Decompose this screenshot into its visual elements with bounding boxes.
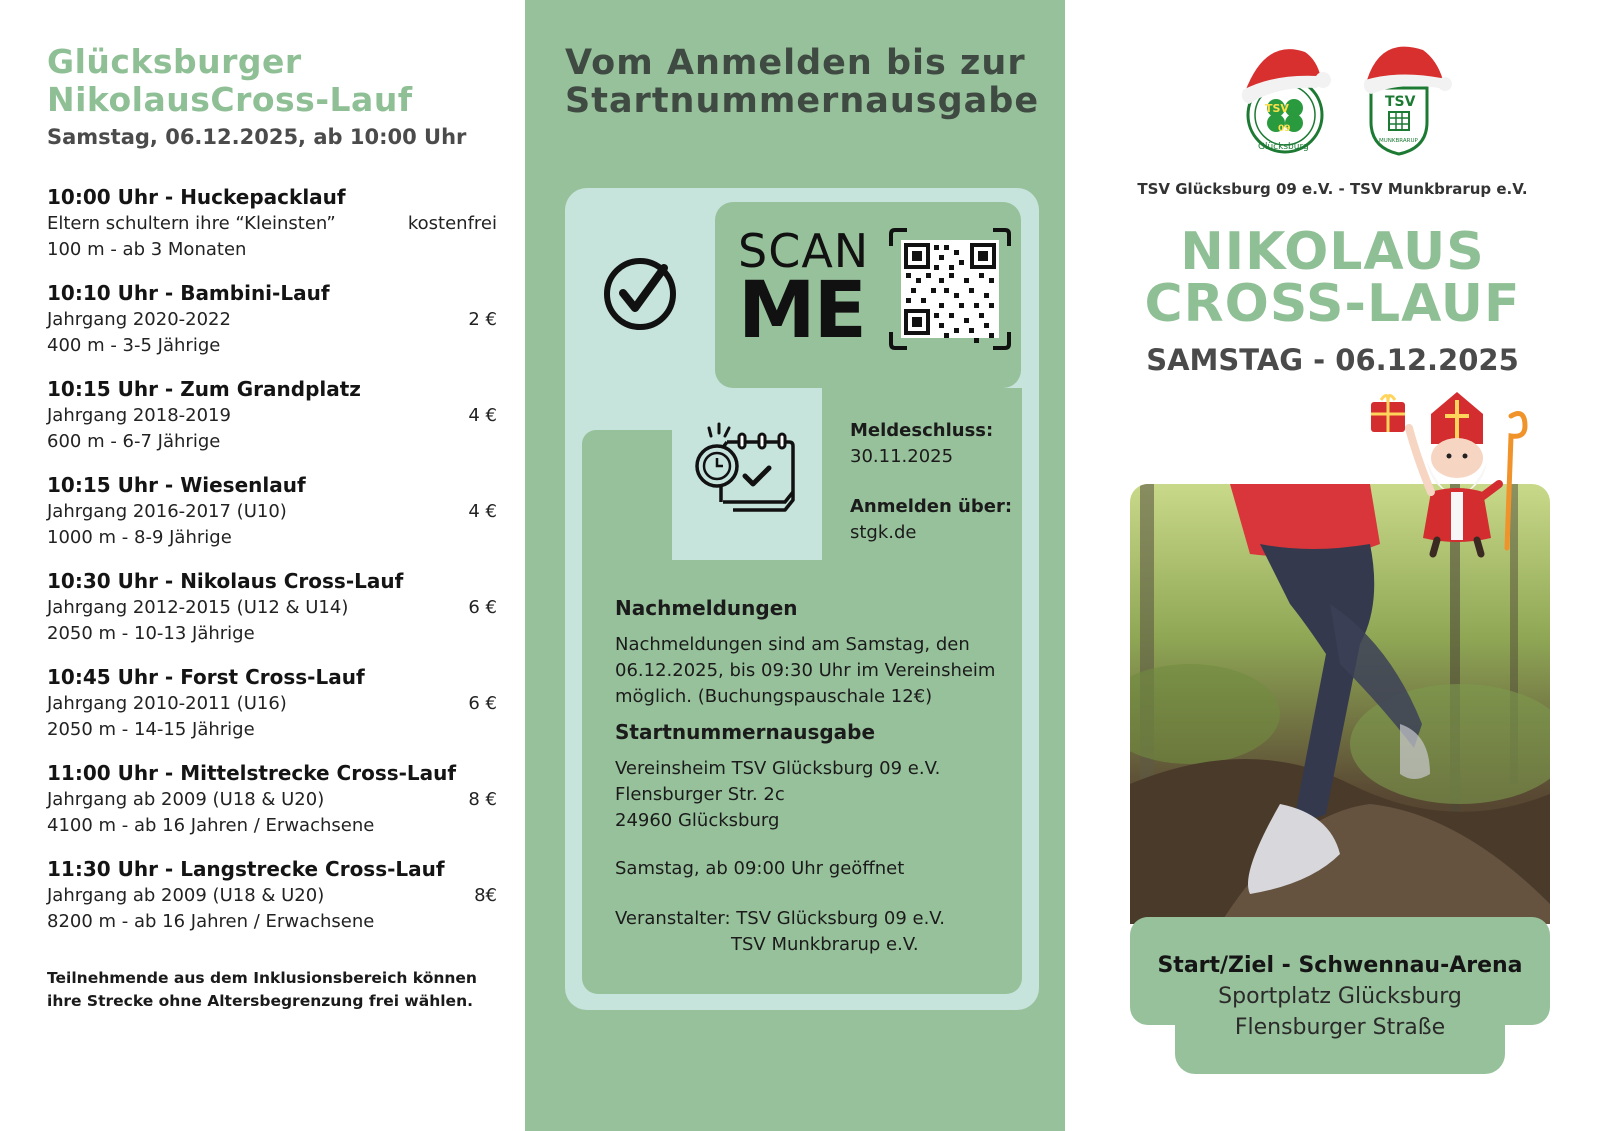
registration-title [565,44,1039,120]
late-line: Nachmeldungen sind am Samstag, den [615,634,970,655]
race-distance: 2050 m - 10-13 Jährige [47,623,255,644]
race-item [47,567,497,663]
inclusion-note [47,967,497,1013]
deadline-info [850,418,1012,546]
race-item [47,279,497,375]
race-detail: Jahrgang ab 2009 (U18 & U20) [47,789,325,810]
race-price: 8 € [468,789,497,810]
race-title: 11:30 Uhr - Langstrecke Cross-Lauf [47,857,445,881]
race-title: 10:45 Uhr - Forst Cross-Lauf [47,665,365,689]
address-line: 24960 Glücksburg [615,810,780,831]
bib-pickup-address [615,756,1005,834]
tsv-gluecksburg-logo [1242,49,1331,152]
race-distance: 1000 m - 8-9 Jährige [47,527,232,548]
race-distance: 4100 m - ab 16 Jahren / Erwachsene [47,815,375,836]
logo2-name: MUNKBRARUP [1379,138,1418,144]
race-distance: 400 m - 3-5 Jährige [47,335,221,356]
organizer-line-2: TSV Munkbrarup e.V. [731,934,919,955]
race-price: 2 € [468,309,497,330]
schedule-panel [0,0,525,1131]
logo1-number: 09 [1278,124,1291,134]
logo2-initials: TSV [1385,94,1416,110]
note-line-2: ihre Strecke ohne Altersbegrenzung frei wählen. [47,992,473,1010]
note-line-1: Teilnehmende aus dem Inklusionsbereich können [47,969,477,987]
race-price: kostenfrei [407,213,497,234]
deadline-label: Meldeschluss: [850,420,994,441]
race-detail: Jahrgang ab 2009 (U18 & U20) [47,885,325,906]
title-line-1: NIKOLAUS [1180,222,1485,282]
brand-line-1: Glücksburger [47,42,302,81]
register-link[interactable]: stgk.de [850,522,917,543]
logo1-name: Glücksburg [1258,142,1309,152]
race-title: 11:00 Uhr - Mittelstrecke Cross-Lauf [47,761,457,785]
race-distance: 8200 m - ab 16 Jahren / Erwachsene [47,911,375,932]
race-price: 6 € [468,693,497,714]
race-item [47,759,497,855]
scan-text: SCAN [738,224,870,278]
registration-panel [525,0,1065,1131]
race-detail: Jahrgang 2016-2017 (U10) [47,501,287,522]
location-info [1130,950,1550,1043]
race-title: 10:15 Uhr - Wiesenlauf [47,473,306,497]
late-registration-text [615,632,1005,710]
race-title: 10:10 Uhr - Bambini-Lauf [47,281,330,305]
late-registration-heading: Nachmeldungen [615,596,798,620]
card-fill [582,430,672,580]
location-line: Sportplatz Glücksburg [1218,984,1462,1009]
race-detail: Jahrgang 2018-2019 [47,405,231,426]
event-title [1065,222,1600,334]
race-distance: 600 m - 6-7 Jährige [47,431,221,452]
title-line-2: Startnummernausgabe [565,81,1040,121]
event-brand [47,43,413,119]
brand-line-2: NikolausCross-Lauf [47,80,413,119]
race-title: 10:30 Uhr - Nikolaus Cross-Lauf [47,569,404,593]
race-title: 10:15 Uhr - Zum Grandplatz [47,377,361,401]
event-date: SAMSTAG - 06.12.2025 [1146,343,1519,377]
address-line: Flensburger Str. 2c [615,784,785,805]
nikolaus-illustration [1365,388,1535,563]
race-price: 4 € [468,405,497,426]
address-line: Vereinsheim TSV Glücksburg 09 e.V. [615,758,941,779]
opening-time: Samstag, ab 09:00 Uhr geöffnet [615,858,905,879]
race-item [47,375,497,471]
race-title: 10:00 Uhr - Huckepacklauf [47,185,346,209]
race-price: 8€ [474,885,497,906]
event-date-line: Samstag, 06.12.2025, ab 10:00 Uhr [47,125,467,149]
race-detail: Jahrgang 2010-2011 (U16) [47,693,287,714]
me-text: ME [738,266,865,356]
late-line: 06.12.2025, bis 09:30 Uhr im Vereinsheim [615,660,996,681]
race-item [47,183,497,279]
register-label: Anmelden über: [850,496,1013,517]
club-names: TSV Glücksburg 09 e.V. - TSV Munkbrarup e.V. [1137,180,1528,198]
cover-panel [1065,0,1600,1131]
race-distance: 100 m - ab 3 Monaten [47,239,247,260]
logo1-initials: TSV [1265,102,1289,115]
race-detail: Jahrgang 2020-2022 [47,309,231,330]
race-price: 4 € [468,501,497,522]
race-detail: Eltern schultern ihre “Kleinsten” [47,213,336,234]
calendar-icon [693,420,803,520]
deadline-value: 30.11.2025 [850,446,954,467]
organizer-info [615,906,1005,958]
race-detail: Jahrgang 2012-2015 (U12 & U14) [47,597,349,618]
organizer-line-1: Veranstalter: TSV Glücksburg 09 e.V. [615,908,946,929]
race-item [47,471,497,567]
bib-pickup-heading: Startnummernausgabe [615,720,876,744]
race-price: 6 € [468,597,497,618]
race-item [47,855,497,951]
location-line: Flensburger Straße [1234,1015,1446,1040]
location-title: Start/Ziel - Schwennau-Arena [1157,953,1523,978]
club-logos [1213,30,1463,165]
tsv-munkbrarup-logo [1364,47,1452,154]
qr-code-icon[interactable] [887,226,1013,352]
race-distance: 2050 m - 14-15 Jährige [47,719,255,740]
title-line-1: Vom Anmelden bis zur [565,43,1026,83]
race-list [47,183,497,951]
late-line: möglich. (Buchungspauschale 12€) [615,686,933,707]
scan-me-label [738,224,870,356]
race-item [47,663,497,759]
title-line-2: CROSS-LAUF [1144,274,1521,334]
checkmark-icon [602,256,678,332]
